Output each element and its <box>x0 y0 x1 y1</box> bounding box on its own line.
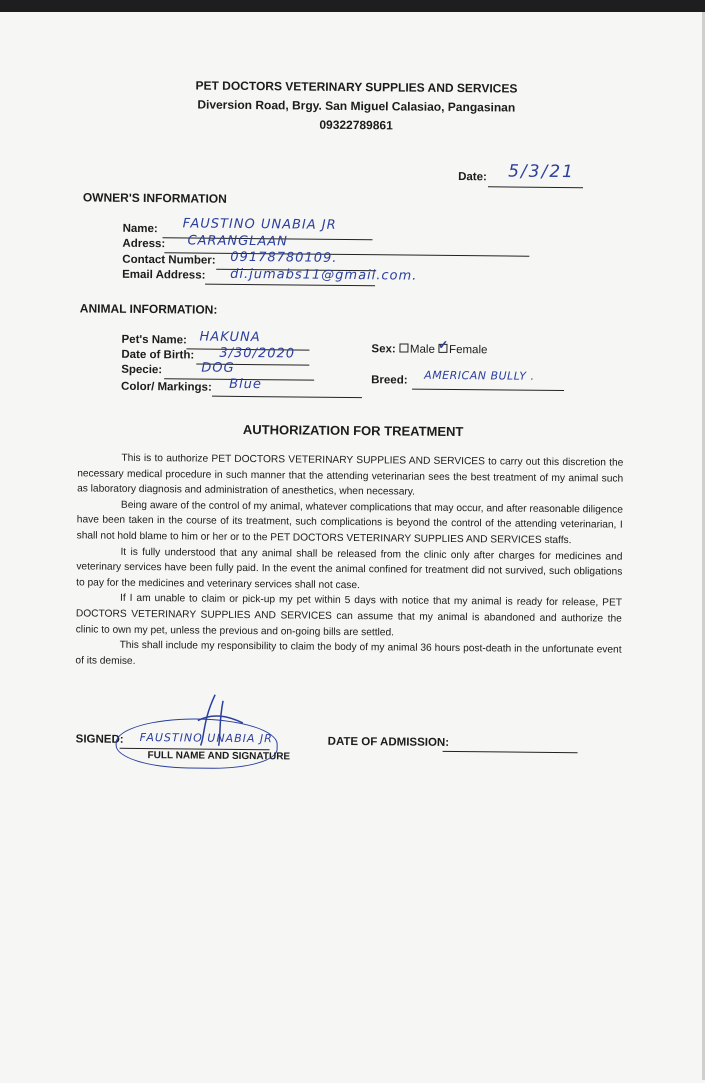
sex-label: Sex: <box>371 343 396 356</box>
owner-address-label: Adress: <box>122 237 166 251</box>
color-value: Blue <box>229 376 262 393</box>
clinic-address: Diversion Road, Brgy. San Miguel Calasiao, Pangasinan <box>197 97 516 115</box>
authorization-body <box>75 450 623 674</box>
date-label: Date: <box>458 171 487 184</box>
specie-value: DOG <box>201 360 235 376</box>
authorization-paragraph: This shall include my responsibility to claim the body of my animal 36 hours post-death in the unfortunate event of its demise. <box>75 639 622 667</box>
admission-line <box>443 751 578 753</box>
authorization-paragraph: It is fully understood that any animal shall be released from the clinic only after charges for medicines and veterinary services have been fully paid. In the event the animal confined for treatment did not survived, such obligations to pay for the medicines and veterinary services shall not case. <box>76 546 623 591</box>
signature-caption: FULL NAME AND SIGNATURE <box>147 750 291 763</box>
owner-name-label: Name: <box>122 222 158 236</box>
owner-email-value: di.jumabs11@gmail.com. <box>230 266 418 284</box>
authorization-paragraph: If I am unable to claim or pick-up my pet within 5 days with notice that my animal is ready for release, PET DOCTORS VETERINARY SUPPLIES AND SERVICES can assume that my animal is abandoned and authorize the clinic to own my pet, unless the previous and on-going bills are settled. <box>75 593 623 638</box>
color-line <box>212 396 362 398</box>
owner-contact-value: 09178780109. <box>230 249 338 266</box>
breed-line <box>412 389 564 391</box>
authorization-paragraph: This is to authorize PET DOCTORS VETERINARY SUPPLIES AND SERVICES to carry out this discretion the necessary medical procedure in such manner that the attending veterinarian sees the best treatment of my animal such as laboratory diagnosis and administration of anesthetics, when necessary. <box>77 452 624 498</box>
owner-name-value: FAUSTINO UNABIA JR <box>182 216 337 233</box>
female-option-label: Female <box>449 343 488 357</box>
date-value: 5/3/21 <box>508 161 575 183</box>
dob-value: 3/30/2020 <box>219 345 296 362</box>
authorization-title: AUTHORIZATION FOR TREATMENT <box>242 421 464 440</box>
specie-label: Specie: <box>121 363 163 377</box>
breed-value: AMERICAN BULLY . <box>424 368 535 383</box>
male-option-label: Male <box>409 343 435 356</box>
owner-contact-label: Contact Number: <box>122 253 216 267</box>
owner-email-label: Email Address: <box>122 268 206 282</box>
pet-name-value: HAKUNA <box>199 329 261 346</box>
female-check-mark: ✓ <box>438 337 449 352</box>
clinic-phone: 09322789861 <box>319 117 393 133</box>
color-label: Color/ Markings: <box>121 380 212 394</box>
date-line <box>488 186 583 188</box>
animal-heading: ANIMAL INFORMATION: <box>79 301 218 317</box>
female-checkbox <box>438 337 449 353</box>
clinic-name: PET DOCTORS VETERINARY SUPPLIES AND SERVICES <box>195 78 518 96</box>
authorization-paragraph: Being aware of the control of my animal, whatever complications that may occur, and after reasonable diligence have been taken in the course of its treatment, such complications is beyond the control of the attending veterinarian, I shall not hold blame to him or her or to the PET DOCTORS VETERINARY SUPPLIES AND SERVICES staffs. <box>76 499 623 547</box>
breed-label: Breed: <box>371 374 408 387</box>
male-checkbox <box>399 343 408 352</box>
owner-email-line <box>205 284 375 287</box>
owner-address-line <box>164 252 529 257</box>
pet-name-label: Pet's Name: <box>121 333 187 347</box>
admission-label: DATE OF ADMISSION: <box>327 735 450 749</box>
signature-handwritten-name: FAUSTINO UNABIA JR <box>139 730 273 746</box>
signed-label: SIGNED: <box>75 733 124 746</box>
sex-field <box>371 337 488 357</box>
dob-label: Date of Birth: <box>121 348 195 362</box>
owner-heading: OWNER'S INFORMATION <box>82 190 227 206</box>
owner-address-value: CARANGLAAN <box>187 233 288 250</box>
